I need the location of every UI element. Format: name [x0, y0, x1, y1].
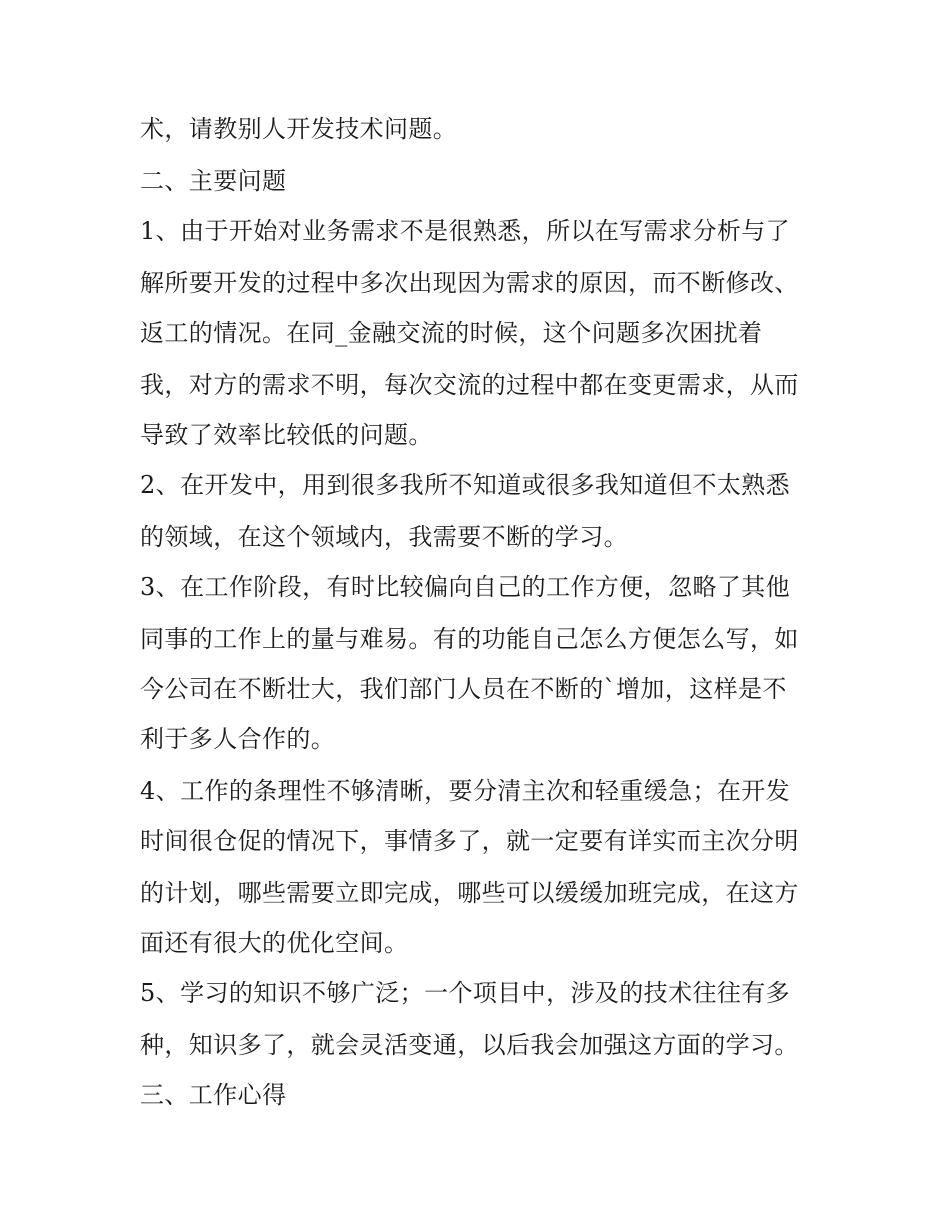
text-line: 术，请教别人开发技术问题。	[140, 115, 458, 143]
section-heading: 二、主要问题	[140, 167, 287, 195]
text-line: 今公司在不断壮大，我们部门人员在不断的`增加，这样是不	[140, 675, 787, 703]
text-line: 同事的工作上的量与难易。有的功能自己怎么方便怎么写，如	[140, 625, 799, 653]
section-heading: 三、工作心得	[140, 1081, 287, 1109]
text-line: 5、学习的知识不够广泛；一个项目中，涉及的技术往往有多	[140, 979, 791, 1007]
text-line: 1、由于开始对业务需求不是很熟悉，所以在写需求分析与了	[140, 217, 791, 245]
text-line: 时间很仓促的情况下，事情多了，就一定要有详实而主次分明	[140, 827, 799, 855]
text-line: 返工的情况。在同_金融交流的时候，这个问题多次困扰着	[140, 319, 763, 347]
text-line: 3、在工作阶段，有时比较偏向自己的工作方便，忽略了其他	[140, 573, 791, 601]
text-line: 解所要开发的过程中多次出现因为需求的原因，而不断修改、	[140, 269, 799, 297]
text-line: 的计划，哪些需要立即完成，哪些可以缓缓加班完成，在这方	[140, 879, 799, 907]
text-line: 我，对方的需求不明，每次交流的过程中都在变更需求，从而	[140, 371, 799, 399]
text-line: 的领域，在这个领域内，我需要不断的学习。	[140, 523, 628, 551]
text-line: 2、在开发中，用到很多我所不知道或很多我知道但不太熟悉	[140, 471, 791, 499]
text-line: 种，知识多了，就会灵活变通，以后我会加强这方面的学习。	[140, 1031, 799, 1059]
text-line: 利于多人合作的。	[140, 725, 336, 753]
text-line: 4、工作的条理性不够清晰，要分清主次和轻重缓急；在开发	[140, 777, 791, 805]
text-line: 导致了效率比较低的问题。	[140, 421, 433, 449]
text-line: 面还有很大的优化空间。	[140, 929, 409, 957]
